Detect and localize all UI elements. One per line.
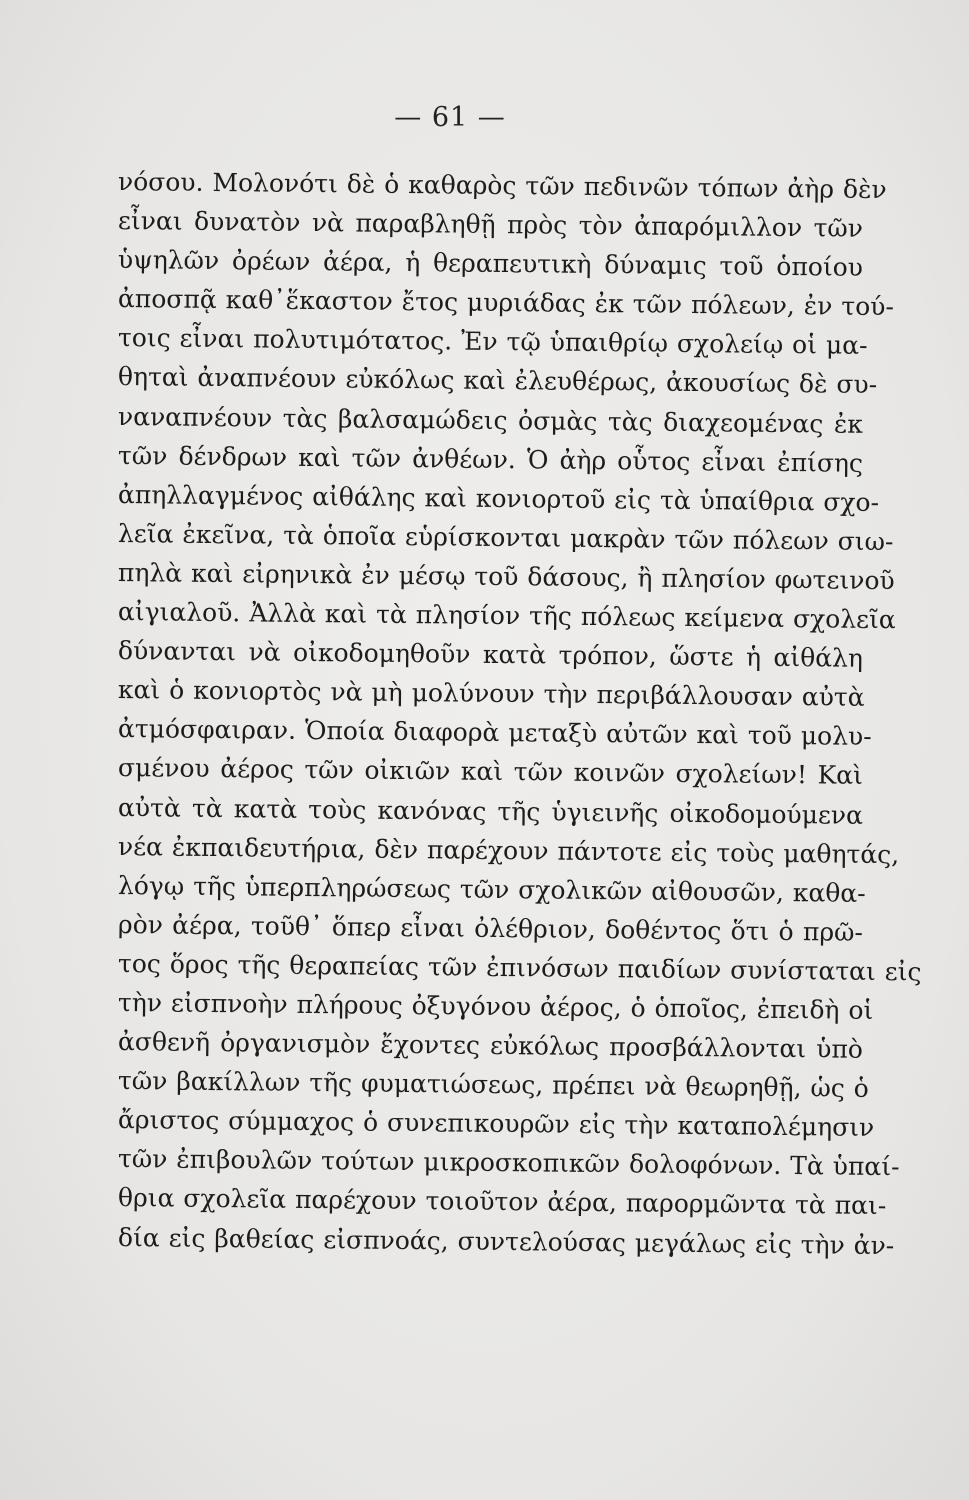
text-line: ἀσθενῆ ὀργανισμὸν ἔχοντες εὐκόλως προσβάλλονται ὑπὸ xyxy=(117,1027,864,1064)
text-line: ναναπνέουν τὰς βαλσαμώδεις ὀσμὰς τὰς διαχεομένας ἐκ xyxy=(117,401,864,439)
body-text xyxy=(117,162,922,1260)
text-line: λόγῳ τῆς ὑπερπληρώσεως τῶν σχολικῶν αἰθουσῶν, καθα- xyxy=(117,870,866,908)
text-line: ἀποσπᾷ καθ᾽ἕκαστον ἔτος μυριάδας ἐκ τῶν πόλεων, ἐν τού- xyxy=(117,284,895,322)
text-line: τος ὅρος τῆς θεραπείας τῶν ἐπινόσων παιδίων συνίσταται εἰς xyxy=(117,948,922,987)
text-line: ἄριστος σύμμαχος ὁ συνεπικουρῶν εἰς τὴν καταπολέμησιν xyxy=(117,1105,875,1143)
text-line: ρὸν ἀέρα, τοῦθ᾽ ὅπερ εἶναι ὀλέθριον, δοθέντος ὅτι ὁ πρῶ- xyxy=(117,909,864,947)
text-line: τῶν βακίλλων τῆς φυματιώσεως, πρέπει νὰ θεωρηθῇ, ὡς ὁ xyxy=(117,1066,869,1104)
text-line: λεῖα ἐκεῖνα, τὰ ὁποῖα εὑρίσκονται μακρὰν τῶν πόλεων σιω- xyxy=(117,518,894,556)
text-line: ὑψηλῶν ὀρέων ἀέρα, ἡ θεραπευτικὴ δύναμις τοῦ ὁποίου xyxy=(117,245,864,282)
text-line: θρια σχολεῖα παρέχουν τοιοῦτον ἀέρα, παρορμῶντα τὰ παι- xyxy=(117,1183,887,1221)
text-line: τοις εἶναι πολυτιμότατος. Ἐν τῷ ὑπαιθρίῳ σχολείῳ οἱ μα- xyxy=(117,323,868,361)
text-line: πηλὰ καὶ εἰρηνικὰ ἐν μέσῳ τοῦ δάσους, ἢ πλησίον φωτεινοῦ xyxy=(117,557,895,596)
text-line: τῶν ἐπιβουλῶν τούτων μικροσκοπικῶν δολοφόνων. Τὰ ὑπαί- xyxy=(117,1144,900,1182)
text-line: νόσου. Μολονότι δὲ ὁ καθαρὸς τῶν πεδινῶν τόπων ἀὴρ δὲν xyxy=(117,167,887,205)
text-line: καὶ ὁ κονιορτὸς νὰ μὴ μολύνουν τὴν περιβάλλουσαν αὐτὰ xyxy=(117,675,865,713)
text-line: εἶναι δυνατὸν νὰ παραβληθῇ πρὸς τὸν ἀπαρόμιλλον τῶν xyxy=(117,206,864,243)
text-line: δία εἰς βαθείας εἰσπνοάς, συντελούσας μεγάλως εἰς τὴν ἀν- xyxy=(117,1222,895,1260)
text-line: θηταὶ ἀναπνέουν εὐκόλως καὶ ἐλευθέρως, ἀκουσίως δὲ συ- xyxy=(117,362,878,400)
page-number: — 61 — xyxy=(394,102,506,133)
text-line: ἀπηλλαγμένος αἰθάλης καὶ κονιορτοῦ εἰς τὰ ὑπαίθρια σχο- xyxy=(117,479,880,517)
text-line: τῶν δένδρων καὶ τῶν ἀνθέων. Ὁ ἀὴρ οὗτος εἶναι ἐπίσης xyxy=(117,440,864,478)
text-line: ἀτμόσφαιραν. Ὁποία διαφορὰ μεταξὺ αὐτῶν καὶ τοῦ μολυ- xyxy=(117,714,872,752)
text-line: νέα ἐκπαιδευτήρια, δὲν παρέχουν πάντοτε εἰς τοὺς μαθητάς, xyxy=(117,831,900,869)
text-line: αἰγιαλοῦ. Ἀλλὰ καὶ τὰ πλησίον τῆς πόλεως κείμενα σχολεῖα xyxy=(117,597,896,635)
text-line: τὴν εἰσπνοὴν πλήρους ὀξυγόνου ἀέρος, ὁ ὁποῖος, ἐπειδὴ οἱ xyxy=(117,987,874,1025)
text-line: δύνανται νὰ οἰκοδομηθοῦν κατὰ τρόπον, ὥστε ἡ αἰθάλη xyxy=(117,636,864,673)
text-line: σμένου ἀέρος τῶν οἰκιῶν καὶ τῶν κοινῶν σχολείων! Καὶ xyxy=(117,753,864,791)
text-line: αὐτὰ τὰ κατὰ τοὺς κανόνας τῆς ὑγιεινῆς οἰκοδομούμενα xyxy=(117,792,864,830)
